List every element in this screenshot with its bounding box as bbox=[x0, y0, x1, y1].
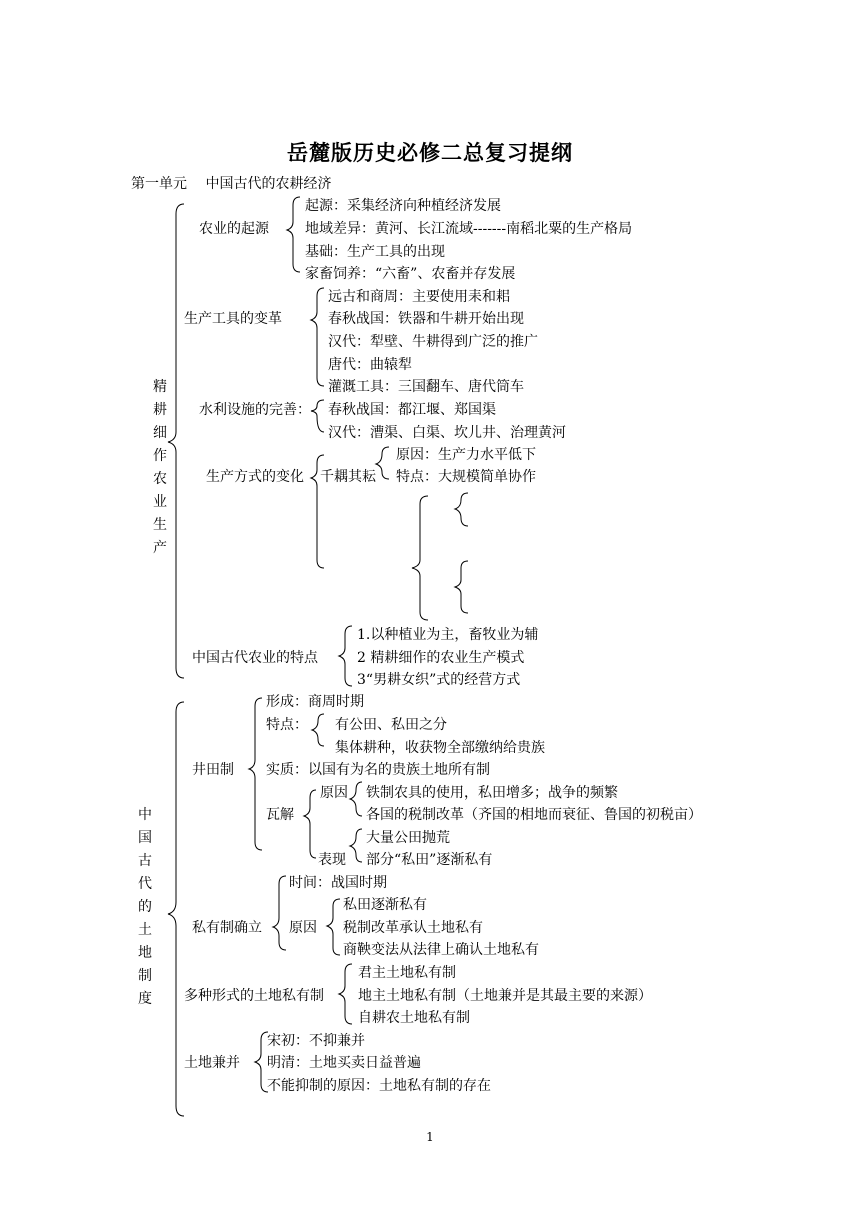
qianou-label: 千耦其耘 bbox=[320, 469, 376, 485]
water-label: 水利设施的完善： bbox=[199, 402, 311, 418]
traits-item: 3“男耕女织”式的经营方式 bbox=[357, 672, 521, 688]
brace-traits bbox=[339, 626, 352, 686]
brace-tools bbox=[311, 288, 324, 386]
tools-label: 生产工具的变革 bbox=[184, 311, 282, 327]
brace-reason bbox=[455, 493, 468, 526]
brace-jingtian bbox=[249, 698, 262, 850]
page-number: 1 bbox=[426, 1130, 434, 1144]
forms-item: 地主土地私有制（土地兼并是其最主要的来源） bbox=[358, 988, 652, 1004]
jingtian-feature-label: 特点： bbox=[266, 717, 308, 733]
brace-section-b bbox=[168, 702, 184, 1116]
collapse-reason-item: 铁制农具的使用，私田增多；战争的频繁 bbox=[366, 785, 618, 801]
annex-label: 土地兼并 bbox=[184, 1055, 240, 1071]
brace-qianou bbox=[376, 447, 389, 479]
tools-item: 汉代：犁壁、牛耕得到广泛的推广 bbox=[328, 334, 538, 350]
forms-item: 自耕农土地私有制 bbox=[358, 1010, 470, 1026]
mode-label: 生产方式的变化 bbox=[206, 469, 304, 485]
forms-label: 多种形式的土地私有制 bbox=[184, 988, 324, 1004]
traits-label: 中国古代农业的特点 bbox=[192, 650, 318, 666]
origin-item: 家畜饲养：“六畜”、农畜并存发展 bbox=[305, 266, 516, 282]
brace-private bbox=[273, 876, 286, 950]
collapse-reason-item: 各国的税制改革（齐国的相地而衰征、鲁国的初税亩） bbox=[366, 807, 702, 823]
brace-jt-feature bbox=[312, 714, 324, 746]
traits-item: 1.以种植业为主，畜牧业为辅 bbox=[357, 627, 539, 643]
forms-item: 君主土地私有制 bbox=[358, 965, 456, 981]
private-reason-item: 税制改革承认土地私有 bbox=[343, 920, 483, 936]
brace-ziguang bbox=[412, 496, 428, 620]
tools-item: 远古和商周：主要使用耒和耜 bbox=[328, 289, 510, 305]
brace-feature bbox=[455, 561, 468, 613]
qianou-item: 原因：生产力水平低下 bbox=[396, 447, 536, 463]
brace-origin bbox=[287, 197, 300, 272]
tools-item: 灌溉工具：三国翻车、唐代筒车 bbox=[328, 379, 524, 395]
tools-item: 唐代：曲辕犁 bbox=[328, 357, 412, 373]
private-reason-item: 商鞅变法从法律上确认土地私有 bbox=[343, 942, 539, 958]
private-reason-item: 私田逐渐私有 bbox=[343, 897, 427, 913]
jingtian-label: 井田制 bbox=[192, 762, 234, 778]
brace-forms bbox=[339, 964, 352, 1024]
page-title: 岳麓版历史必修二总复习提纲 bbox=[287, 140, 573, 165]
jingtian-feature-item: 有公田、私田之分 bbox=[335, 717, 447, 733]
brace-section-a bbox=[168, 204, 184, 678]
collapse-label: 瓦解 bbox=[266, 807, 294, 823]
origin-item: 起源：采集经济向种植经济发展 bbox=[305, 198, 501, 214]
jingtian-feature-item: 集体耕种，收获物全部缴纳给贵族 bbox=[335, 740, 545, 756]
annex-item: 明清：土地买卖日益普遍 bbox=[267, 1055, 421, 1071]
water-item: 汉代：漕渠、白渠、坎儿井、治理黄河 bbox=[328, 425, 566, 441]
unit-heading: 第一单元 中国古代的农耕经济 bbox=[131, 176, 332, 192]
brace-private-reason bbox=[327, 899, 340, 955]
brace-collapse-show bbox=[350, 829, 362, 862]
origin-item: 基础：生产工具的出现 bbox=[305, 244, 445, 260]
jingtian-form: 形成：商周时期 bbox=[266, 694, 364, 710]
private-time: 时间：战国时期 bbox=[289, 875, 387, 891]
section-b-label: 中国古代的土地制度 bbox=[138, 807, 152, 1007]
jingtian-essence: 实质：以国有为名的贵族土地所有制 bbox=[266, 762, 490, 778]
annex-item: 不能抑制的原因：土地私有制的存在 bbox=[267, 1078, 491, 1094]
collapse-show-label: 表现 bbox=[318, 852, 346, 868]
water-item: 春秋战国：都江堰、郑国渠 bbox=[328, 402, 496, 418]
private-label: 私有制确立 bbox=[192, 920, 262, 936]
collapse-show-item: 大量公田抛荒 bbox=[366, 830, 450, 846]
qianou-item: 特点：大规模简单协作 bbox=[396, 469, 536, 485]
origin-item: 地域差异：黄河、长江流域-------南稻北粟的生产格局 bbox=[305, 221, 633, 237]
origin-label: 农业的起源 bbox=[199, 221, 269, 237]
annex-item: 宋初：不抑兼并 bbox=[267, 1033, 365, 1049]
private-reason-label: 原因 bbox=[289, 920, 317, 936]
tools-item: 春秋战国：铁器和牛耕开始出现 bbox=[328, 311, 524, 327]
collapse-show-item: 部分“私田”逐渐私有 bbox=[366, 852, 493, 868]
brace-water bbox=[311, 400, 324, 432]
collapse-reason-label: 原因 bbox=[320, 785, 348, 801]
section-a-label: 精耕细作农业生产 bbox=[153, 379, 167, 556]
traits-item: 2 精耕细作的农业生产模式 bbox=[357, 650, 525, 666]
brace-collapse-reason bbox=[350, 782, 362, 816]
brace-collapse bbox=[304, 790, 316, 858]
